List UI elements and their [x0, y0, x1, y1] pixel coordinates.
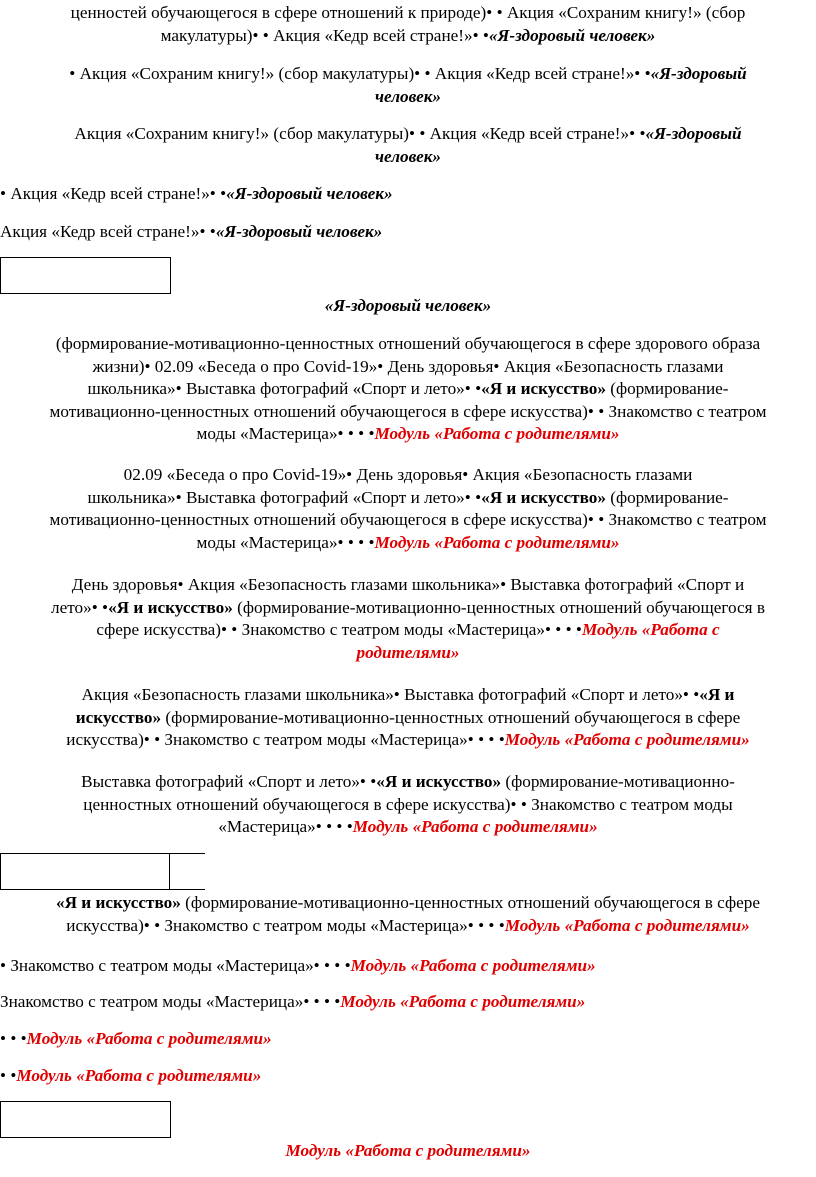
text-segment: ценностных отношений обучающегося в сфере искусства)• • Знакомство с театром моды — [83, 794, 733, 814]
module-heading: Модуль «Работа с родителями» — [504, 915, 750, 935]
text-line — [0, 295, 816, 318]
paragraph — [0, 684, 816, 752]
text-line — [0, 464, 816, 487]
module-heading: Модуль «Работа с родителями» — [285, 1141, 531, 1160]
paragraph — [0, 2, 816, 47]
text-segment: сфере искусства)• • Знакомство с театром моды «Мастерица»• • • • — [96, 620, 582, 639]
module-heading: Модуль «Работа с родителями» — [16, 1066, 262, 1085]
paragraph — [0, 892, 816, 937]
text-line — [0, 574, 816, 597]
text-segment: (формирование-мотивационно-ценностных отношений обучающегося в сфере — [161, 707, 741, 727]
text-segment: (формирование-мотивационно-ценностных отношений обучающегося в сфере здорового образа — [55, 334, 761, 353]
module-heading: Модуль «Работа с родителями» — [340, 992, 586, 1011]
text-line — [0, 378, 816, 401]
text-segment: 02.09 «Беседа о про Covid-19»• День здоровья• Акция «Безопасность глазами — [123, 465, 693, 484]
text-line — [0, 401, 816, 424]
emphasis-text: «Я-здоровый человек» — [215, 222, 383, 241]
text-line — [0, 771, 816, 794]
module-heading: Модуль «Работа с родителями» — [350, 956, 596, 975]
module-heading: Модуль «Работа с — [581, 620, 720, 639]
text-segment: жизни)• 02.09 «Беседа о про Covid-19»• День здоровья• Акция «Безопасность глазами — [92, 356, 724, 376]
text-segment: (формирование- — [605, 487, 729, 507]
text-line — [0, 597, 816, 620]
text-segment: • Акция «Кедр всей стране!»• • — [0, 184, 227, 203]
text-segment: лето»• • — [51, 597, 109, 617]
text-line — [0, 183, 816, 206]
text-line — [0, 707, 816, 730]
text-line — [0, 915, 816, 938]
text-segment: Выставка фотографий «Спорт и лето»• • — [81, 772, 377, 791]
emphasis-text: «Я-здоровый — [650, 64, 747, 83]
text-line — [0, 1028, 816, 1051]
text-segment: искусства)• • Знакомство с театром моды «Мастерица»• • • • — [66, 915, 505, 935]
paragraph — [0, 183, 816, 206]
emphasis-text: «Я-здоровый человек» — [324, 296, 492, 315]
empty-table-cell — [0, 1101, 171, 1138]
table-border — [0, 853, 205, 854]
text-line — [0, 146, 816, 169]
emphasis-text: искусство» — [75, 707, 162, 727]
paragraph — [0, 464, 816, 554]
emphasis-text: «Я и искусство» — [108, 597, 233, 617]
section-title — [0, 295, 816, 318]
text-line — [0, 2, 816, 25]
table-border — [0, 853, 1, 889]
text-line — [0, 1140, 816, 1163]
table-border — [0, 889, 205, 890]
text-line — [0, 729, 816, 752]
text-segment: мотивационно-ценностных отношений обучающегося в сфере искусства)• • Знакомство с театром — [49, 510, 767, 529]
text-line — [0, 684, 816, 707]
text-segment: мотивационно-ценностных отношений обучающегося в сфере искусства)• • Знакомство с театром — [49, 401, 767, 421]
text-line — [0, 619, 816, 642]
text-line — [0, 487, 816, 510]
text-segment: (формирование-мотивационно- — [501, 772, 735, 791]
emphasis-text: человек» — [374, 86, 442, 106]
text-segment: (формирование-мотивационно-ценностных отношений обучающегося в — [232, 597, 765, 617]
text-line — [0, 794, 816, 817]
text-segment: Акция «Безопасность глазами школьника»• Выставка фотографий «Спорт и лето»• • — [81, 685, 700, 704]
text-line — [0, 642, 816, 665]
text-segment: (формирование-мотивационно-ценностных отношений обучающегося в сфере — [180, 893, 760, 912]
text-segment: Знакомство с театром моды «Мастерица»• • • • — [0, 992, 341, 1011]
paragraph — [0, 574, 816, 664]
text-line — [0, 25, 816, 48]
text-segment: ценностей обучающегося в сфере отношений к природе)• • Акция «Сохраним книгу!» (сбор — [70, 3, 746, 22]
text-segment: «Мастерица»• • • • — [218, 817, 353, 836]
emphasis-text: «Я-здоровый человек» — [488, 25, 656, 45]
emphasis-text: «Я и искусство» — [376, 772, 502, 791]
text-line — [0, 221, 816, 244]
paragraph — [0, 955, 816, 978]
paragraph — [0, 1065, 816, 1088]
module-heading: Модуль «Работа с родителями» — [504, 730, 750, 749]
text-line — [0, 63, 816, 86]
text-line — [0, 532, 816, 555]
text-line — [0, 123, 816, 146]
text-line — [0, 423, 816, 446]
paragraph — [0, 221, 816, 244]
emphasis-text: «Я-здоровый — [645, 124, 742, 143]
paragraph — [0, 991, 816, 1014]
text-line — [0, 333, 816, 356]
module-heading: Модуль «Работа с родителями» — [374, 424, 620, 443]
text-segment: • Акция «Сохраним книгу!» (сбор макулатуры)• • Акция «Кедр всей стране!»• • — [69, 64, 651, 83]
text-line — [0, 509, 816, 532]
text-segment: Акция «Кедр всей стране!»• • — [0, 222, 216, 241]
paragraph — [0, 123, 816, 168]
paragraph — [0, 771, 816, 839]
paragraph — [0, 63, 816, 108]
module-heading: Модуль «Работа с родителями» — [374, 532, 620, 552]
emphasis-text: человек» — [374, 146, 442, 166]
text-segment: • • — [0, 1066, 17, 1085]
text-segment: искусства)• • Знакомство с театром моды «Мастерица»• • • • — [66, 730, 505, 749]
emphasis-text: «Я и искусство» — [481, 379, 606, 398]
text-line — [0, 955, 816, 978]
text-segment: школьника»• Выставка фотографий «Спорт и лето»• • — [87, 487, 482, 507]
module-heading: Модуль «Работа с родителями» — [352, 817, 598, 836]
emphasis-text: «Я и искусство» — [55, 893, 181, 912]
text-line — [0, 86, 816, 109]
module-heading: Модуль «Работа с родителями» — [26, 1029, 272, 1048]
table-border — [169, 853, 170, 889]
text-line — [0, 1065, 816, 1088]
text-segment: День здоровья• Акция «Безопасность глазами школьника»• Выставка фотографий «Спорт и — [71, 575, 745, 594]
text-segment: моды «Мастерица»• • • • — [196, 532, 375, 552]
module-heading: родителями» — [356, 642, 460, 662]
emphasis-text: «Я-здоровый человек» — [226, 184, 393, 203]
text-segment: макулатуры)• • Акция «Кедр всей стране!»• • — [160, 25, 489, 45]
text-segment: • Знакомство с театром моды «Мастерица»• • • • — [0, 956, 351, 975]
text-segment: Акция «Сохраним книгу!» (сбор макулатуры)• • Акция «Кедр всей стране!»• • — [74, 124, 646, 143]
empty-table-cell — [0, 257, 171, 294]
text-segment: школьника»• Выставка фотографий «Спорт и лето»• • — [87, 379, 482, 398]
emphasis-text: «Я и искусство» — [481, 487, 606, 507]
text-line — [0, 991, 816, 1014]
text-line — [0, 816, 816, 839]
text-segment: моды «Мастерица»• • • • — [196, 424, 375, 443]
text-segment: (формирование- — [605, 379, 729, 398]
text-line — [0, 892, 816, 915]
section-title — [0, 1140, 816, 1163]
text-segment: • • • — [0, 1029, 27, 1048]
emphasis-text: «Я и — [699, 685, 735, 704]
text-line — [0, 356, 816, 379]
paragraph — [0, 333, 816, 446]
paragraph — [0, 1028, 816, 1051]
